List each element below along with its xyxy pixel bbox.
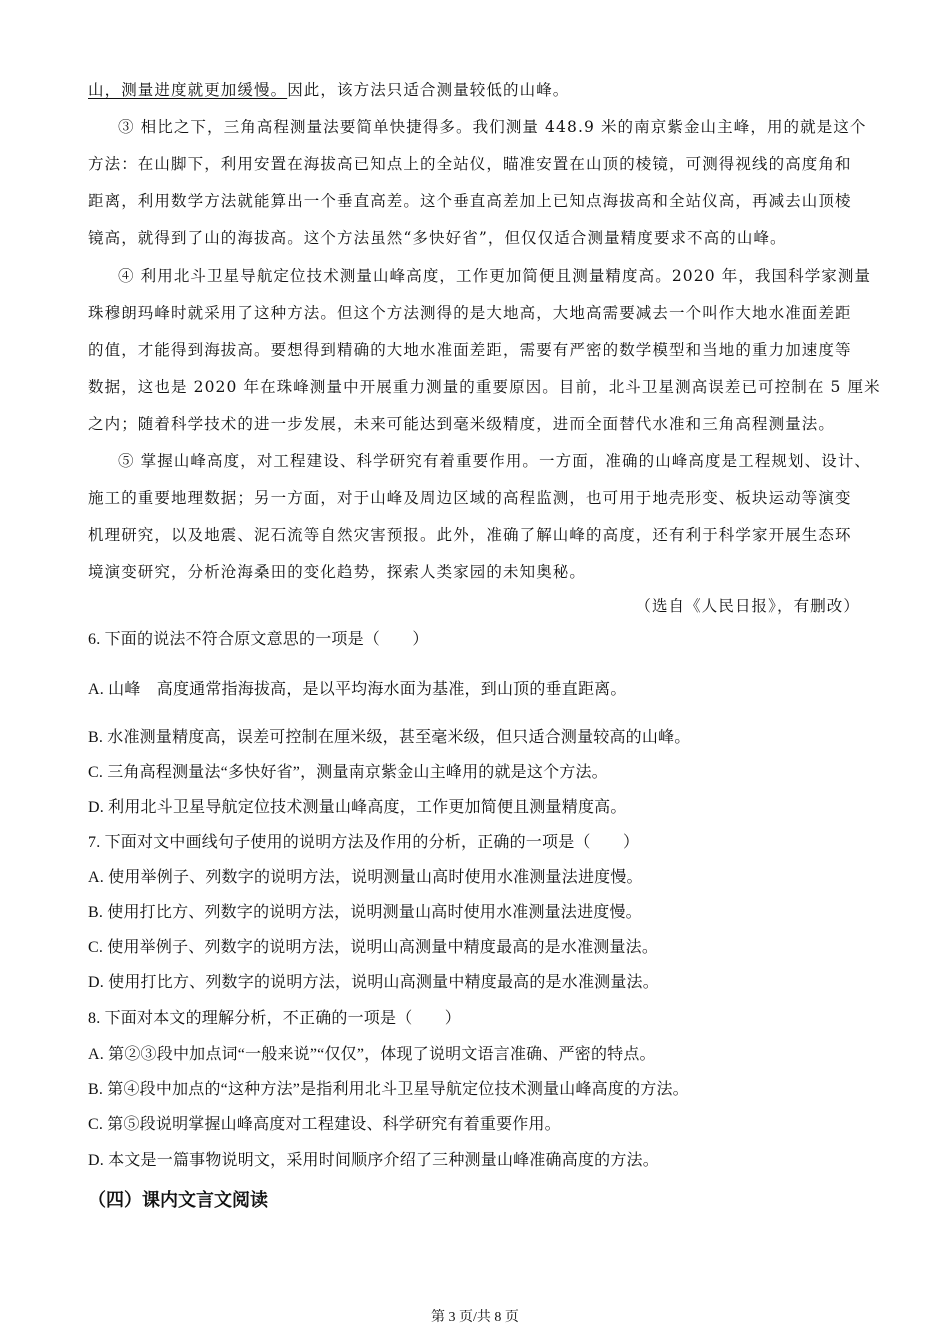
question-6-option-b: B. 水准测量精度高，误差可控制在厘米级，甚至毫米级，但只适合测量较高的山峰。: [88, 729, 691, 746]
question-7-option-b: B. 使用打比方、列数字的说明方法，说明测量山高时使用水准测量法进度慢。: [88, 904, 642, 921]
paragraph-3-line: ③ 相比之下，三角高程测量法要简单快捷得多。我们测量 448.9 米的南京紫金山主峰，用的就是这个: [118, 118, 867, 136]
paragraph-2-tail: [88, 80, 569, 100]
paragraph-4-line: 的值，才能得到海拔高。要想得到精确的大地水准面差距，需要有严密的数学模型和当地的重力加速度等: [88, 341, 852, 359]
paragraph-5-line: ⑤ 掌握山峰高度，对工程建设、科学研究有着重要作用。一方面，准确的山峰高度是工程规划、设计、: [118, 452, 872, 470]
paragraph-3-line: 距离，利用数学方法就能算出一个垂直高差。这个垂直高差加上已知点海拔高和全站仪高，再减去山顶棱: [88, 192, 852, 210]
question-8-stem: 8. 下面对本文的理解分析，不正确的一项是（ ）: [88, 1010, 462, 1027]
question-8-option-d: D. 本文是一篇事物说明文，采用时间顺序介绍了三种测量山峰准确高度的方法。: [88, 1152, 659, 1169]
source-citation: （选自《人民日报》，有删改）: [635, 597, 860, 615]
question-6-stem: 6. 下面的说法不符合原文意思的一项是（ ）: [88, 631, 429, 648]
question-6-option-c: C. 三角高程测量法“多快好省”，测量南京紫金山主峰用的就是这个方法。: [88, 764, 608, 781]
underlined-sentence: 山，测量进度就更加缓慢。: [88, 81, 288, 99]
paragraph-5-line: 境演变研究，分析沧海桑田的变化趋势，探索人类家园的未知奥秘。: [88, 563, 587, 581]
question-6-option-a: A. 山峰 高度通常指海拔高，是以平均海水面为基准，到山顶的垂直距离。: [88, 681, 627, 698]
paragraph-5-line: 机理研究，以及地震、泥石流等自然灾害预报。此外，准确了解山峰的高度，还有利于科学家开展生态环: [88, 526, 852, 544]
question-7-option-c: C. 使用举例子、列数字的说明方法，说明山高测量中精度最高的是水准测量法。: [88, 939, 659, 956]
question-8-option-c: C. 第⑤段说明掌握山峰高度对工程建设、科学研究有着重要作用。: [88, 1116, 561, 1133]
paragraph-4-line: ④ 利用北斗卫星导航定位技术测量山峰高度，工作更加简便且测量精度高。2020 年，我国科学家测量: [118, 267, 872, 285]
question-7-option-a: A. 使用举例子、列数字的说明方法，说明测量山高时使用水准测量法进度慢。: [88, 869, 643, 886]
page-number-footer: 第 3 页/共 8 页: [431, 1310, 519, 1325]
paragraph-3-line: 方法：在山脚下，利用安置在海拔高已知点上的全站仪，瞄准安置在山顶的棱镜，可测得视线的高度角和: [88, 155, 852, 173]
paragraph-4-line: 之内；随着科学技术的进一步发展，未来可能达到毫米级精度，进而全面替代水准和三角高程测量法。: [88, 415, 836, 433]
paragraph-4-line: 珠穆朗玛峰时就采用了这种方法。但这个方法测得的是大地高，大地高需要减去一个叫作大地水准面差距: [88, 304, 852, 322]
section-title: （四）课内文言文阅读: [88, 1190, 268, 1211]
question-8-option-a: A. 第②③段中加点词“一般来说”“仅仅”，体现了说明文语言准确、严密的特点。: [88, 1046, 656, 1063]
paragraph-4-line: 数据，这也是 2020 年在珠峰测量中开展重力测量的重要原因。目前，北斗卫星测高误差已可控制在 5 厘米: [88, 378, 881, 396]
paragraph-3-line: 镜高，就得到了山的海拔高。这个方法虽然“多快好省”，但仅仅适合测量精度要求不高的山峰。: [88, 229, 787, 247]
question-7-option-d: D. 使用打比方、列数字的说明方法，说明山高测量中精度最高的是水准测量法。: [88, 974, 659, 991]
question-8-option-b: B. 第④段中加点的“这种方法”是指利用北斗卫星导航定位技术测量山峰高度的方法。: [88, 1081, 689, 1098]
question-6-option-d: D. 利用北斗卫星导航定位技术测量山峰高度，工作更加简便且测量精度高。: [88, 799, 627, 816]
paragraph-5-line: 施工的重要地理数据；另一方面，对于山峰及周边区域的高程监测，也可用于地壳形变、板块运动等演变: [88, 489, 852, 507]
question-7-stem: 7. 下面对文中画线句子使用的说明方法及作用的分析，正确的一项是（ ）: [88, 834, 640, 851]
paragraph-2-rest: 因此，该方法只适合测量较低的山峰。: [287, 81, 570, 99]
